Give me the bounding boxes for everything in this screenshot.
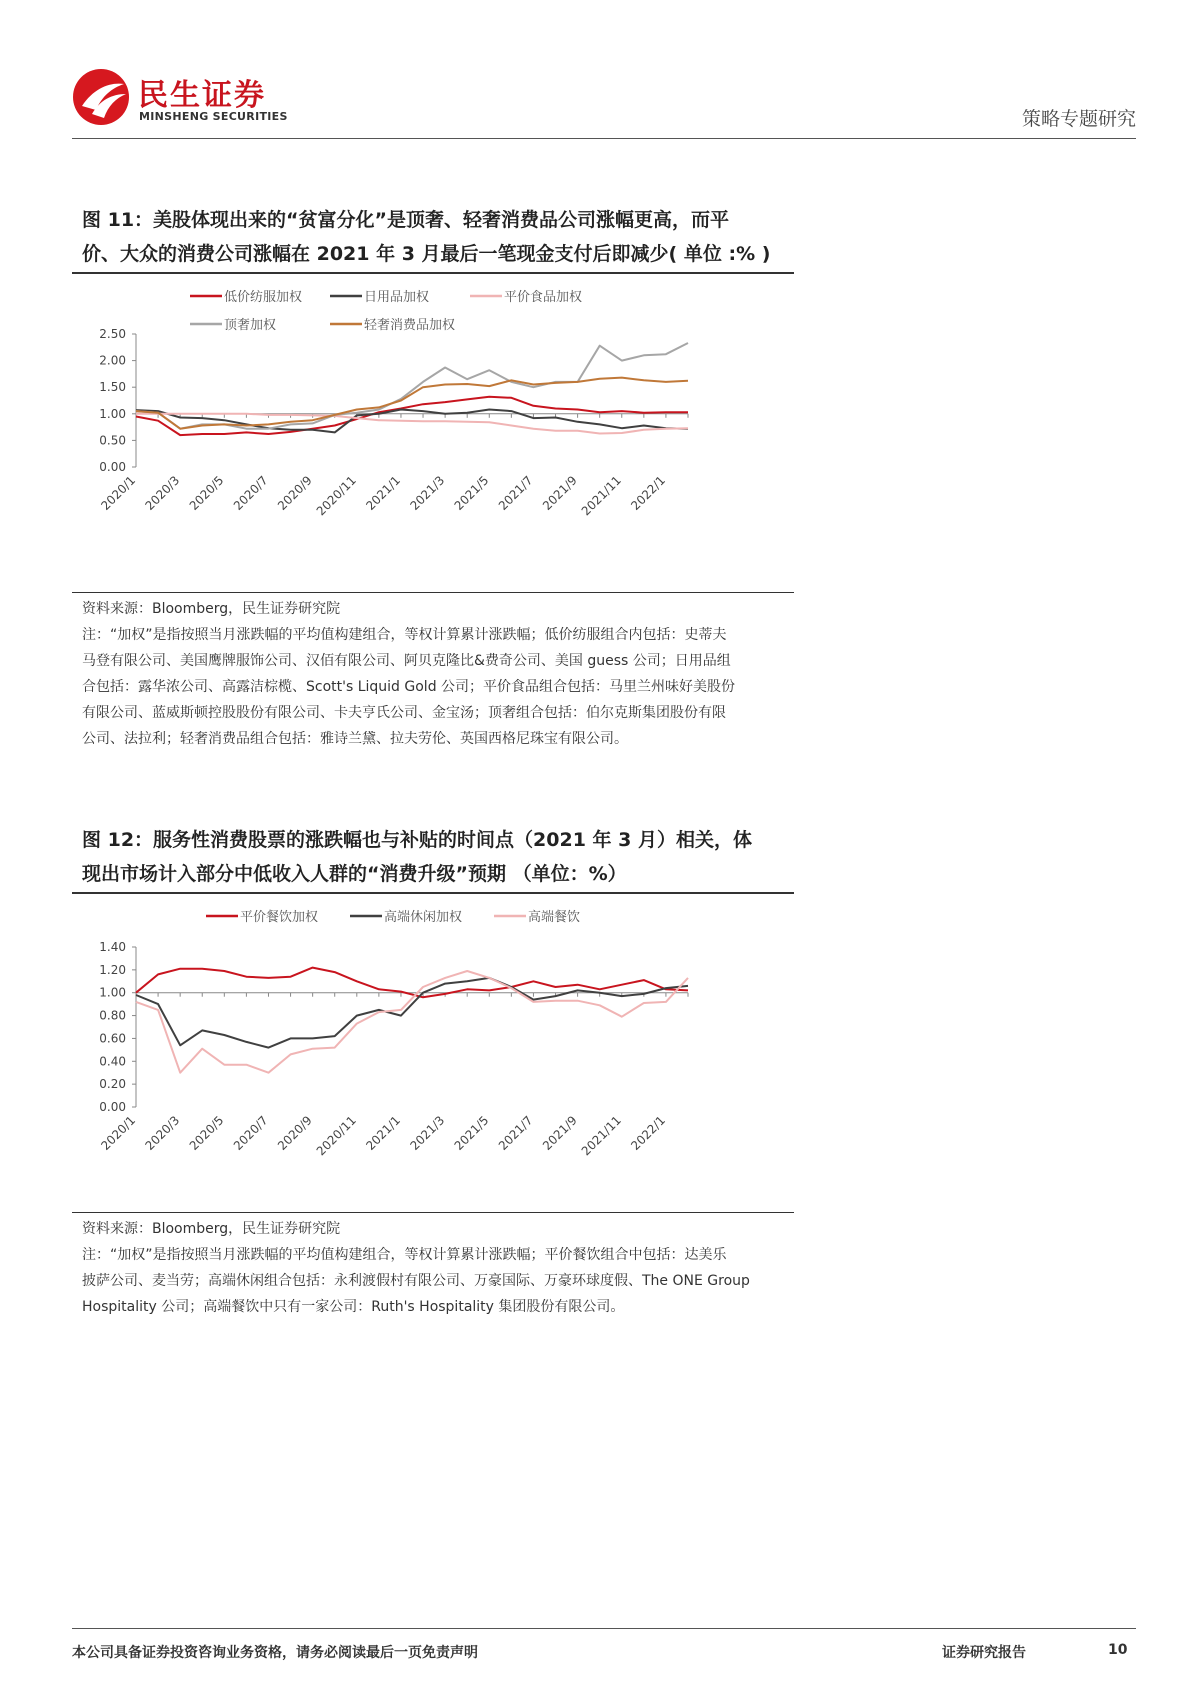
figure-11-note bbox=[82, 622, 802, 752]
logo-name-cn: 民生证券 bbox=[138, 78, 266, 113]
legend-label: 低价纺服加权 bbox=[224, 290, 303, 305]
x-tick-label: 2020/1 bbox=[98, 473, 139, 513]
note-line: 注：“加权”是指按照当月涨跌幅的平均值构建组合，等权计算累计涨跌幅；低价纺服组合内包括：史蒂夫 bbox=[82, 627, 727, 643]
figure-11-title-line1: 图 11：美股体现出来的“贫富分化”是顶奢、轻奢消费品公司涨幅更高，而平 bbox=[82, 209, 730, 231]
y-tick-label: 2.00 bbox=[99, 353, 126, 368]
x-tick-label: 2020/3 bbox=[142, 1113, 183, 1153]
x-tick-label: 2021/9 bbox=[539, 473, 580, 513]
legend-item bbox=[206, 909, 318, 925]
document-type: 策略专题研究 bbox=[1021, 108, 1136, 130]
x-tick-label: 2020/9 bbox=[275, 473, 315, 513]
legend-label: 高端休闲加权 bbox=[384, 910, 463, 925]
x-tick-label: 2021/3 bbox=[407, 473, 448, 513]
footer-disclaimer: 本公司具备证券投资咨询业务资格，请务必阅读最后一页免责声明 bbox=[72, 1645, 478, 1661]
figure-11-top-rule bbox=[72, 272, 794, 274]
logo-icon bbox=[72, 68, 130, 126]
note-line: 马登有限公司、美国鹰牌服饰公司、汉佰有限公司、阿贝克隆比&费奇公司、美国 guess 公司；日用品组 bbox=[82, 653, 731, 669]
figure-11-source: 资料来源：Bloomberg，民生证券研究院 bbox=[82, 601, 341, 617]
x-tick-label: 2021/11 bbox=[578, 1113, 624, 1159]
y-tick-label: 0.50 bbox=[99, 433, 126, 448]
note-line: 披萨公司、麦当劳；高端休闲组合包括：永利渡假村有限公司、万豪国际、万豪环球度假、The ONE Group bbox=[82, 1273, 750, 1289]
legend-label: 顶奢加权 bbox=[224, 318, 277, 333]
figure-12-title bbox=[82, 823, 802, 891]
y-tick-label: 1.20 bbox=[99, 962, 126, 977]
y-tick-label: 0.20 bbox=[99, 1077, 126, 1092]
y-tick-label: 1.40 bbox=[99, 940, 126, 954]
y-tick-label: 1.00 bbox=[99, 985, 126, 1000]
x-tick-label: 2021/1 bbox=[363, 1113, 404, 1153]
x-tick-label: 2021/7 bbox=[495, 473, 536, 513]
figure-11-chart bbox=[72, 282, 794, 592]
x-tick-label: 2021/5 bbox=[451, 1113, 492, 1153]
y-tick-label: 0.80 bbox=[99, 1008, 126, 1023]
x-tick-label: 2020/7 bbox=[230, 1113, 271, 1153]
legend-label: 日用品加权 bbox=[364, 290, 430, 305]
series-line bbox=[136, 397, 688, 435]
figure-11-title bbox=[82, 203, 802, 271]
series-line bbox=[136, 971, 688, 1073]
note-line: Hospitality 公司；高端餐饮中只有一家公司：Ruth's Hospitality 集团股份有限公司。 bbox=[82, 1299, 625, 1315]
x-tick-label: 2020/11 bbox=[313, 473, 359, 519]
x-tick-label: 2021/7 bbox=[495, 1113, 536, 1153]
figure-12-top-rule bbox=[72, 892, 794, 894]
legend-item bbox=[330, 317, 455, 333]
figure-12-chart bbox=[72, 902, 794, 1212]
note-line: 合包括：露华浓公司、高露洁棕榄、Scott's Liquid Gold 公司；平价食品组合包括：马里兰州味好美股份 bbox=[82, 679, 736, 695]
figure-12-source: 资料来源：Bloomberg，民生证券研究院 bbox=[82, 1221, 341, 1237]
y-tick-label: 1.00 bbox=[99, 406, 126, 421]
x-tick-label: 2020/9 bbox=[275, 1113, 315, 1153]
page-number: 10 bbox=[1108, 1642, 1128, 1658]
legend-label: 高端餐饮 bbox=[528, 910, 581, 925]
y-tick-label: 0.40 bbox=[99, 1054, 126, 1069]
header-divider bbox=[72, 138, 1136, 139]
x-tick-label: 2021/11 bbox=[578, 473, 624, 519]
x-tick-label: 2021/1 bbox=[363, 473, 404, 513]
y-tick-label: 2.50 bbox=[99, 327, 126, 341]
legend-item bbox=[470, 289, 582, 305]
footer-divider bbox=[72, 1628, 1136, 1629]
note-line: 注：“加权”是指按照当月涨跌幅的平均值构建组合，等权计算累计涨跌幅；平价餐饮组合中包括：达美乐 bbox=[82, 1247, 727, 1263]
x-tick-label: 2020/3 bbox=[142, 473, 183, 513]
note-line: 有限公司、蓝威斯顿控股股份有限公司、卡夫亨氏公司、金宝汤；顶奢组合包括：伯尔克斯集团股份有限 bbox=[82, 705, 726, 721]
series-line bbox=[136, 343, 688, 429]
legend-label: 平价食品加权 bbox=[504, 290, 583, 305]
y-tick-label: 0.60 bbox=[99, 1031, 126, 1046]
figure-12-note bbox=[82, 1242, 802, 1320]
legend-label: 轻奢消费品加权 bbox=[364, 318, 456, 333]
x-tick-label: 2021/3 bbox=[407, 1113, 448, 1153]
figure-12-bottom-rule bbox=[72, 1212, 794, 1213]
y-tick-label: 0.00 bbox=[99, 1100, 126, 1114]
footer-report-type: 证券研究报告 bbox=[942, 1645, 1026, 1661]
legend-item bbox=[350, 909, 462, 925]
x-tick-label: 2020/5 bbox=[186, 473, 227, 513]
legend-label: 平价餐饮加权 bbox=[240, 910, 319, 925]
x-tick-label: 2021/9 bbox=[539, 1113, 580, 1153]
x-tick-label: 2020/1 bbox=[98, 1113, 139, 1153]
y-tick-label: 0.00 bbox=[99, 460, 126, 474]
x-tick-label: 2020/7 bbox=[230, 473, 271, 513]
legend-item bbox=[190, 317, 276, 333]
x-tick-label: 2022/1 bbox=[628, 473, 669, 513]
legend-item bbox=[330, 289, 429, 305]
figure-11-bottom-rule bbox=[72, 592, 794, 593]
logo-name-en: MINSHENG SECURITIES bbox=[139, 110, 288, 123]
x-tick-label: 2021/5 bbox=[451, 473, 492, 513]
x-tick-label: 2020/11 bbox=[313, 1113, 359, 1159]
figure-11-title-line2: 价、大众的消费公司涨幅在 2021 年 3 月最后一笔现金支付后即减少( 单位 :% ) bbox=[82, 243, 771, 265]
y-tick-label: 1.50 bbox=[99, 380, 126, 395]
figure-12-title-line2: 现出市场计入部分中低收入人群的“消费升级”预期 （单位：%） bbox=[82, 863, 627, 885]
note-line: 公司、法拉利；轻奢消费品组合包括：雅诗兰黛、拉夫劳伦、英国西格尼珠宝有限公司。 bbox=[82, 731, 628, 747]
legend-item bbox=[494, 909, 580, 925]
header bbox=[0, 0, 1200, 140]
x-tick-label: 2022/1 bbox=[628, 1113, 669, 1153]
legend-item bbox=[190, 289, 302, 305]
x-tick-label: 2020/5 bbox=[186, 1113, 227, 1153]
figure-12-title-line1: 图 12：服务性消费股票的涨跌幅也与补贴的时间点（2021 年 3 月）相关，体 bbox=[82, 829, 753, 851]
